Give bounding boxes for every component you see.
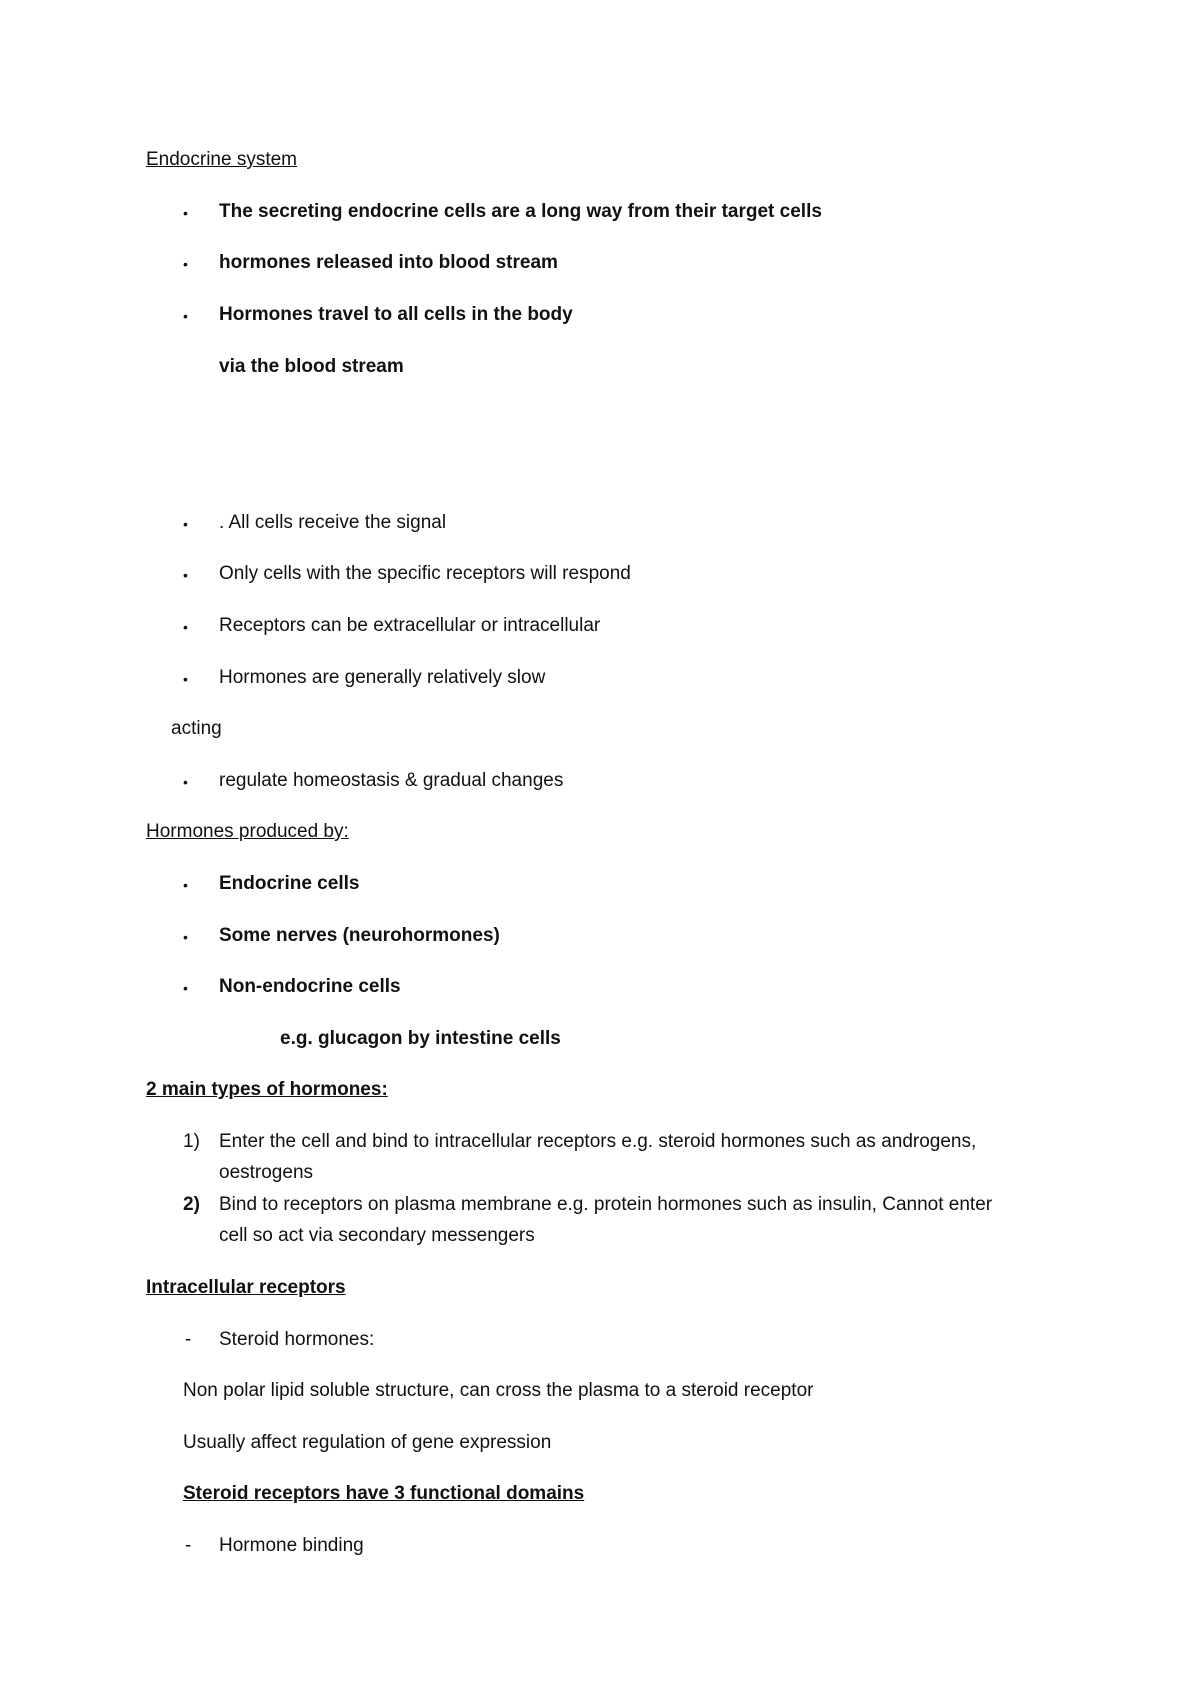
bullet-icon: • bbox=[183, 205, 188, 221]
bullet-item: Only cells with the specific receptors will respond bbox=[219, 563, 631, 584]
body-text: Usually affect regulation of gene expression bbox=[183, 1432, 552, 1453]
dash-marker: - bbox=[185, 1329, 192, 1350]
bullet-item: Hormones are generally relatively slow bbox=[219, 667, 546, 688]
list-number: 2) bbox=[183, 1194, 200, 1215]
bullet-icon: • bbox=[183, 308, 188, 324]
dash-item: Steroid hormones: bbox=[219, 1329, 375, 1350]
numbered-item-line: Enter the cell and bind to intracellular receptors e.g. steroid hormones such as androgens, bbox=[219, 1131, 977, 1152]
bullet-icon: • bbox=[183, 929, 188, 945]
bullet-icon: • bbox=[183, 980, 188, 996]
bullet-icon: • bbox=[183, 256, 188, 272]
heading-main-types: 2 main types of hormones: bbox=[146, 1079, 388, 1100]
bullet-item: Non-endocrine cells bbox=[219, 976, 401, 997]
bullet-icon: • bbox=[183, 567, 188, 583]
heading-endocrine-system: Endocrine system bbox=[146, 149, 298, 170]
bullet-item: Hormones travel to all cells in the body bbox=[219, 304, 573, 325]
heading-functional-domains: Steroid receptors have 3 functional domains bbox=[183, 1483, 585, 1504]
numbered-item-line: Bind to receptors on plasma membrane e.g. protein hormones such as insulin, Cannot enter bbox=[219, 1194, 993, 1215]
bullet-icon: • bbox=[183, 774, 188, 790]
bullet-item: regulate homeostasis & gradual changes bbox=[219, 770, 564, 791]
numbered-item-line: cell so act via secondary messengers bbox=[219, 1225, 535, 1246]
bullet-item: hormones released into blood stream bbox=[219, 252, 558, 273]
example-text: e.g. glucagon by intestine cells bbox=[280, 1028, 561, 1049]
bullet-icon: • bbox=[183, 516, 188, 532]
numbered-item-line: oestrogens bbox=[219, 1162, 314, 1183]
bullet-item: Some nerves (neurohormones) bbox=[219, 925, 500, 946]
bullet-icon: • bbox=[183, 619, 188, 635]
heading-hormones-produced: Hormones produced by: bbox=[146, 821, 349, 842]
dash-marker: - bbox=[185, 1535, 192, 1556]
list-number: 1) bbox=[183, 1131, 200, 1152]
dash-item: Hormone binding bbox=[219, 1535, 364, 1556]
bullet-item: . All cells receive the signal bbox=[219, 512, 447, 533]
bullet-continuation: via the blood stream bbox=[219, 356, 404, 377]
bullet-icon: • bbox=[183, 877, 188, 893]
body-text: Non polar lipid soluble structure, can cross the plasma to a steroid receptor bbox=[183, 1380, 814, 1401]
bullet-continuation: acting bbox=[171, 718, 222, 739]
heading-intracellular-receptors: Intracellular receptors bbox=[146, 1277, 346, 1298]
bullet-item: The secreting endocrine cells are a long way from their target cells bbox=[219, 201, 822, 222]
bullet-item: Receptors can be extracellular or intracellular bbox=[219, 615, 601, 636]
bullet-icon: • bbox=[183, 671, 188, 687]
bullet-item: Endocrine cells bbox=[219, 873, 360, 894]
